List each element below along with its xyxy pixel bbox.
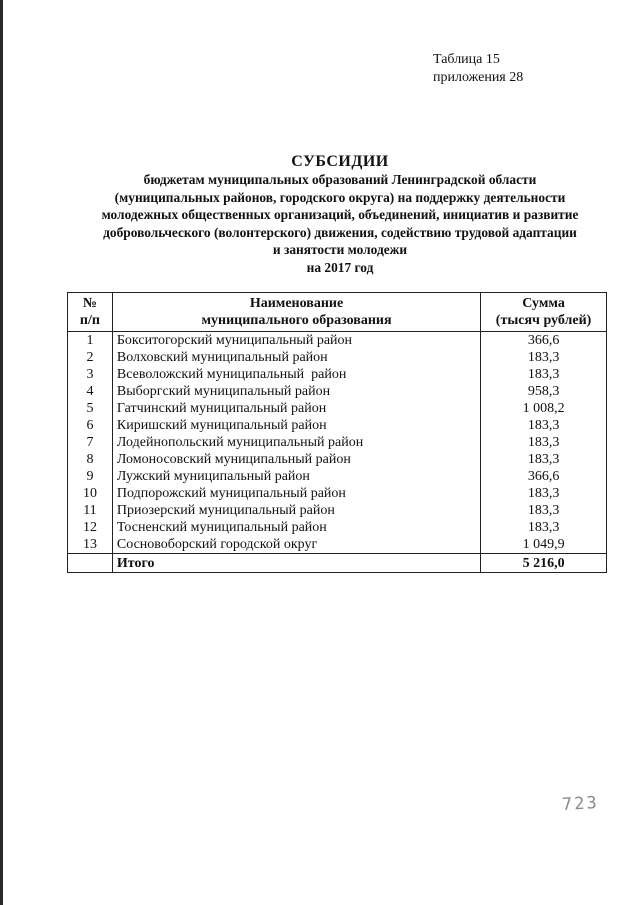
row-number: 7 [68, 434, 113, 451]
document-title: СУБСИДИИ [291, 153, 389, 170]
table-row [68, 417, 607, 434]
heading-line: и занятости молодежи [272, 242, 408, 257]
municipality-name: Подпорожский муниципальный район [112, 485, 480, 502]
column-header-name: Наименование муниципального образования [112, 293, 480, 332]
document-heading [40, 153, 640, 276]
heading-line: бюджетам муниципальных образований Ленинградской области [143, 172, 537, 187]
table-row [68, 485, 607, 502]
subsidy-amount: 1 049,9 [481, 536, 607, 554]
row-number: 1 [68, 332, 113, 350]
municipality-name: Лодейнопольский муниципальный район [112, 434, 480, 451]
table-row [68, 366, 607, 383]
subsidy-amount: 183,3 [481, 349, 607, 366]
row-number: 4 [68, 383, 113, 400]
heading-line: молодежных общественных организаций, объединений, инициатив и развитие [101, 207, 579, 222]
municipality-name: Волховский муниципальный район [112, 349, 480, 366]
subsidy-amount: 366,6 [481, 332, 607, 350]
subsidy-amount: 366,6 [481, 468, 607, 485]
heading-line: добровольческого (волонтерского) движения, содействию трудовой адаптации [103, 224, 577, 240]
row-number: 12 [68, 519, 113, 536]
subsidy-table [67, 292, 607, 573]
subsidy-amount: 183,3 [481, 502, 607, 519]
column-header-number: № п/п [68, 293, 113, 332]
row-number: 2 [68, 349, 113, 366]
column-header-sum: Сумма (тысяч рублей) [481, 293, 607, 332]
table-row [68, 349, 607, 366]
municipality-name: Выборгский муниципальный район [112, 383, 480, 400]
row-number: 6 [68, 417, 113, 434]
municipality-name: Ломоносовский муниципальный район [112, 451, 480, 468]
subsidy-amount: 183,3 [481, 434, 607, 451]
row-number: 9 [68, 468, 113, 485]
table-row [68, 519, 607, 536]
row-number: 11 [68, 502, 113, 519]
table-row [68, 400, 607, 417]
total-amount: 5 216,0 [481, 554, 607, 573]
subsidy-amount: 183,3 [481, 519, 607, 536]
heading-line: (муниципальных районов, городского округа) на поддержку деятельности [114, 189, 566, 205]
municipality-name: Гатчинский муниципальный район [112, 400, 480, 417]
row-number: 13 [68, 536, 113, 554]
row-number: 5 [68, 400, 113, 417]
table-row [68, 332, 607, 350]
municipality-name: Всеволожский муниципальный район [112, 366, 480, 383]
municipality-name: Приозерский муниципальный район [112, 502, 480, 519]
table-row [68, 434, 607, 451]
subsidy-amount: 183,3 [481, 417, 607, 434]
table-row [68, 536, 607, 554]
subsidy-amount: 183,3 [481, 485, 607, 502]
table-row [68, 383, 607, 400]
table-header-row [68, 293, 607, 332]
appendix-label: приложения 28 [433, 70, 524, 85]
table-reference [433, 51, 523, 87]
scan-left-edge [0, 0, 3, 905]
page-number-stamp: 723 [561, 793, 600, 815]
municipality-name: Бокситогорский муниципальный район [112, 332, 480, 350]
total-row [68, 554, 607, 573]
table-row [68, 468, 607, 485]
subsidy-amount: 958,3 [481, 383, 607, 400]
row-number: 3 [68, 366, 113, 383]
table-label: Таблица 15 [433, 52, 500, 67]
municipality-name: Сосновоборский городской округ [112, 536, 480, 554]
row-number: 8 [68, 451, 113, 468]
municipality-name: Тосненский муниципальный район [112, 519, 480, 536]
table-row [68, 451, 607, 468]
table-row [68, 502, 607, 519]
municipality-name: Киришский муниципальный район [112, 417, 480, 434]
subsidy-amount: 183,3 [481, 451, 607, 468]
municipality-name: Лужский муниципальный район [112, 468, 480, 485]
subsidy-amount: 183,3 [481, 366, 607, 383]
heading-year: на 2017 год [306, 259, 374, 275]
total-label: Итого [112, 554, 480, 573]
total-empty-cell [68, 554, 113, 573]
row-number: 10 [68, 485, 113, 502]
subsidy-amount: 1 008,2 [481, 400, 607, 417]
